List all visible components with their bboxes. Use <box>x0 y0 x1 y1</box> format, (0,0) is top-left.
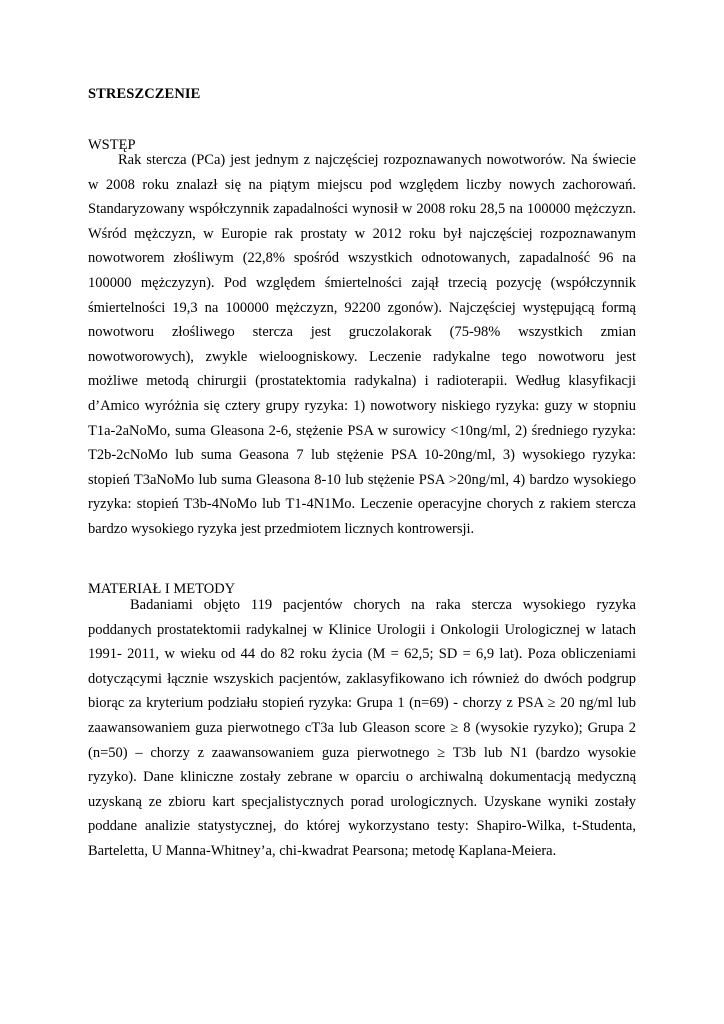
paragraph-line: nowotworowych), zwykle wieloogniskowy. Leczenie radykalne tego nowotworu jest <box>88 348 636 365</box>
paragraph-line: bardzo wysokiego ryzyka jest przedmiotem licznych kontrowersji. <box>88 520 475 537</box>
paragraph-line: poddanych prostatektomii radykalnej w Klinice Urologii i Onkologii Urologicznej w latach <box>88 621 636 638</box>
paragraph-line: 1991- 2011, w wieku od 44 do 82 roku życia (M = 62,5; SD = 6,9 lat). Poza obliczeniami <box>88 646 636 663</box>
section-body-methods <box>88 593 636 864</box>
paragraph-line: uzyskaną ze zbioru kart specjalistycznych porad urologicznych. Uzyskane wyniki zostały <box>88 793 636 810</box>
paragraph-line: biorąc za kryterium podziału stopień ryzyka: Grupa 1 (n=69) - chorzy z PSA ≥ 20 ng/ml lub <box>88 695 636 712</box>
paragraph-line: nowotworu złośliwego stercza jest gruczolakorak (75-98% wszystkich zmian <box>88 324 636 341</box>
paragraph-line: Rak stercza (PCa) jest jednym z najczęściej rozpoznawanych nowotworów. Na świecie <box>118 152 636 168</box>
section-body-introduction <box>88 148 636 542</box>
paragraph-line: Standaryzowany współczynnik zapadalności wynosił w 2008 roku 28,5 na 100000 mężczyzn. <box>88 201 636 218</box>
paragraph-line: Barteletta, U Manna-Whitney’a, chi-kwadrat Pearsona; metodę Kaplana-Meiera. <box>88 842 557 859</box>
paragraph-line: ryzyko). Dane kliniczne zostały zebrane w oparciu o archiwalną dokumentacją medyczną <box>88 769 636 786</box>
paragraph-line: śmiertelności 19,3 na 100000 mężczyzn, 92200 zgonów). Najczęściej występującą formą <box>88 299 636 316</box>
paragraph-line: zaawansowaniem guza pierwotnego cT3a lub Gleason score ≥ 8 (wysokie ryzyko); Grupa 2 <box>88 719 636 736</box>
paragraph-line: w 2008 roku znalazł się na piątym miejscu pod względem liczby nowych zachorowań. <box>88 176 636 193</box>
paragraph-line: stopień T3aNoMo lub suma Gleasona 8-10 lub stężenie PSA >20ng/ml, 4) bardzo wysokiego <box>88 471 636 488</box>
paragraph-line: możliwe metodą chirurgii (prostatektomia radykalna) i radioterapii. Według klasyfikacji <box>88 373 636 390</box>
section-heading-methods: MATERIAŁ I METODY <box>88 581 236 597</box>
document-title: STRESZCZENIE <box>88 86 201 102</box>
paragraph-line: 100000 mężczyzyn). Pod względem śmiertelności zajął trzecią pozycję (współczynnik <box>88 274 636 291</box>
paragraph-line: Badaniami objęto 119 pacjentów chorych na raka stercza wysokiego ryzyka <box>130 597 636 613</box>
paragraph-line: (n=50) – chorzy z zaawansowaniem guza pierwotnego ≥ T3b lub N1 (bardzo wysokie <box>88 744 636 761</box>
paragraph-line: T1a-2aNoMo, suma Gleasona 2-6, stężenie PSA w surowicy <10ng/ml, 2) średniego ryzyka: <box>88 422 636 439</box>
paragraph-line: T2b-2cNoMo lub suma Geasona 7 lub stężenie PSA 10-20ng/ml, 3) wysokiego ryzyka: <box>88 447 636 464</box>
paragraph-line: Wśród mężczyzn, w Europie rak prostaty w 2012 roku był najczęściej rozpoznawanym <box>88 225 636 242</box>
paragraph-line: dotyczącymi łącznie wszyskich pacjentów, zaklasyfikowano ich również do dwóch podgrup <box>88 670 636 687</box>
paragraph-line: nowotworem złośliwym (22,8% spośród wszystkich odnotowanych, zapadalność 96 na <box>88 250 636 267</box>
paragraph-line: poddane analizie statystycznej, do której wykorzystano testy: Shapiro-Wilka, t-Studenta, <box>88 818 636 835</box>
section-heading-introduction: WSTĘP <box>88 137 136 153</box>
paragraph-line: d’Amico wyróżnia się cztery grupy ryzyka: 1) nowotwory niskiego ryzyka: guzy w stopniu <box>88 397 636 414</box>
paragraph-line: ryzyka: stopień T3b-4NoMo lub T1-4N1Mo. Leczenie operacyjne chorych z rakiem stercza <box>88 496 636 513</box>
